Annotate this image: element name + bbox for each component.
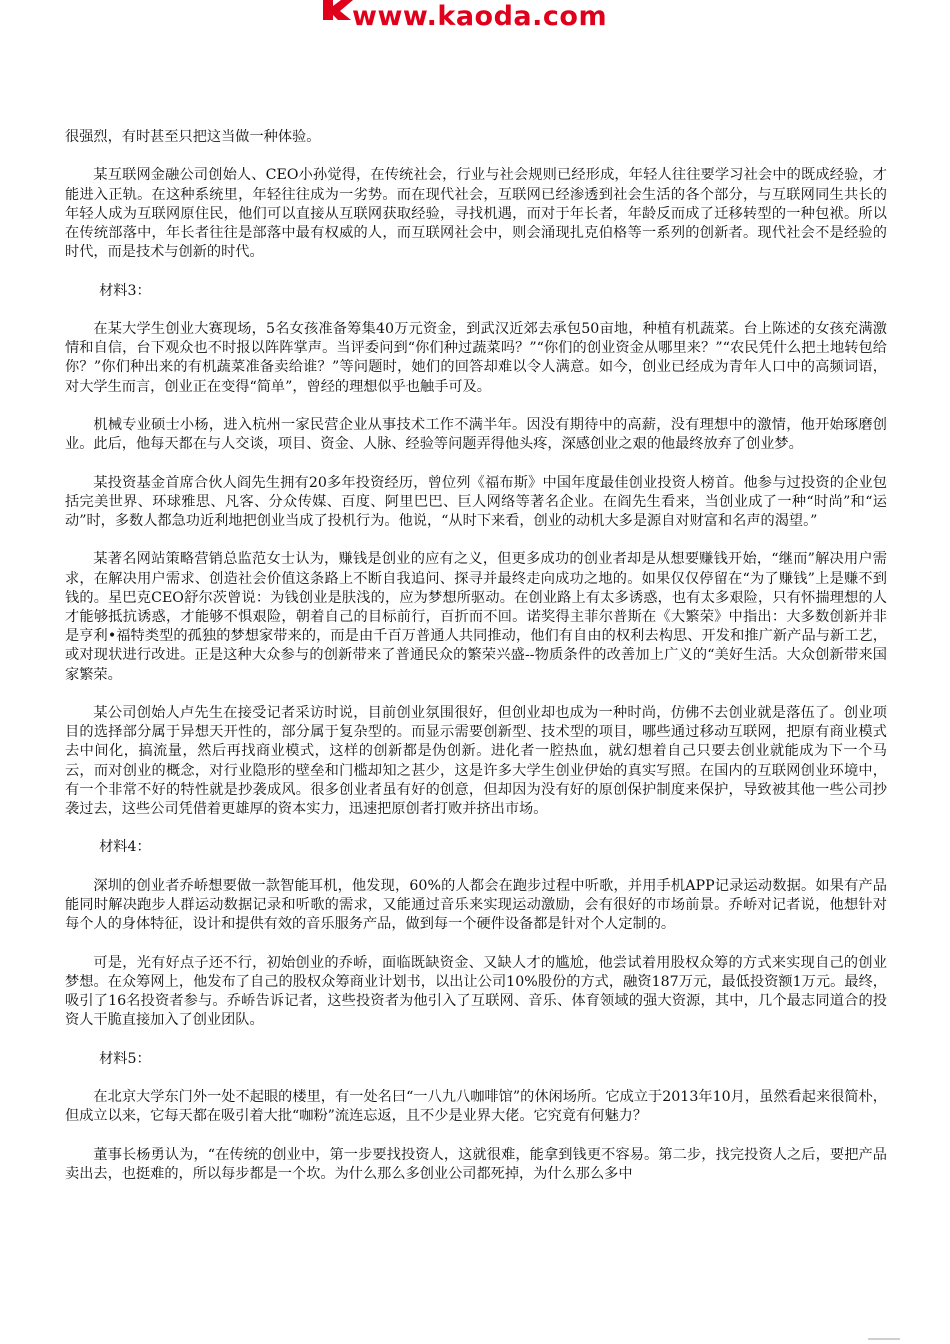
- paragraph: 机械专业硕士小杨，进入杭州一家民营企业从事技术工作不满半年。因没有期待中的高薪，没有理想中的激情，他开始琢磨创业。此后，他每天都在与人交谈，项目、资金、人脉、经验等问题弄得他头疼，深感创业之艰的他最终放弃了创业梦。: [65, 416, 887, 453]
- paragraph: 某互联网金融公司创始人、CEO小孙觉得，在传统社会，行业与社会规则已经形成，年轻人往往要学习社会中的既成经验，才能进入正轨。在这种系统里，年轻往往成为一劣势。而在现代社会，互联网已经渗透到社会生活的各个部分，与互联网同生共长的年轻人成为互联网原住民，他们可以直接从互联网获取经验，寻找机遇，而对于年长者，年龄反而成了迁移转型的一种包袱。所以在传统部落中，年长者往往是部落中最有权威的人，而互联网社会中，则会涌现扎克伯格等一系列的创新者。现代社会不是经验的时代，而是技术与创新的时代。: [65, 167, 887, 261]
- site-header: [0, 0, 950, 40]
- paragraph: 董事长杨勇认为，“在传统的创业中，第一步要找投资人，这就很难，能拿到钱更不容易。第二步，找完投资人之后，要把产品卖出去，也挺难的，所以每步都是一个坎。为什么那么多创业公司都死掉，为什么那么多中: [65, 1146, 887, 1182]
- section-heading: 材料5：: [99, 1050, 151, 1067]
- page-corner-mark: [868, 1338, 900, 1340]
- document-body: [65, 128, 887, 1203]
- paragraph: 某投资基金首席合伙人阎先生拥有20多年投资经历，曾位列《福布斯》中国年度最佳创业投资人榜首。他参与过投资的企业包括完美世界、环球雅思、凡客、分众传媒、百度、阿里巴巴、巨人网络等著名企业。在阎先生看来，当创业成了一种“时尚”和“运动”时，多数人都急功近利地把创业当成了投机行为。他说，“从时下来看，创业的动机大多是源自对财富和名声的渴望。”: [65, 474, 887, 529]
- paragraph: 某公司创始人卢先生在接受记者采访时说，目前创业氛围很好，但创业却也成为一种时尚，仿佛不去创业就是落伍了。创业项目的选择部分属于异想天开性的，部分属于复杂型的。而显示需要创新型、技术型的项目，哪些通过移动互联网，把原有商业模式去中间化，搞流量，然后再找商业模式，这样的创新都是伪创新。进化者一腔热血，就幻想着自己只要去创业就能成为下一个马云，而对创业的概念，对行业隐形的壁垒和门槛却知之甚少，这是许多大学生创业伊始的真实写照。在国内的互联网创业环境中，有一个非常不好的特性就是抄袭成风。很多创业者虽有好的创意，但却因为没有好的原创保护制度来保护，导致被其他一些公司抄袭过去，这些公司凭借着更雄厚的资本实力，迅速把原创者打败并挤出市场。: [65, 704, 887, 817]
- section-heading: 材料4：: [99, 839, 151, 856]
- paragraph: 某著名网站策略营销总监范女士认为，赚钱是创业的应有之义，但更多成功的创业者却是从想要赚钱开始，“继而”解决用户需求，在解决用户需求、创造社会价值这条路上不断自我追问、探寻并最终走向成功之地的。如果仅仅停留在“为了赚钱”上是赚不到钱的。星巴克CEO舒尔茨曾说：为钱创业是肤浅的，应为梦想所驱动。在创业路上有太多诱惑，也有太多艰险，只有怀揣理想的人才能够抵抗诱惑，才能够不惧艰险，朝着自己的目标前行，百折而不回。诺奖得主菲尔普斯在《大繁荣》中指出：大多数创新并非是亨利•福特类型的孤独的梦想家带来的，而是由千百万普通人共同推动，他们有自由的权利去构思、开发和推广新产品与新工艺，或对现状进行改进。正是这种大众参与的创新带来了普通民众的繁荣兴盛--物质条件的改善加上广义的“美好生活。大众创新带来国家繁荣。: [65, 551, 887, 683]
- paragraph: 在北京大学东门外一处不起眼的楼里，有一处名曰“一八九八咖啡馆”的休闲场所。它成立于2013年10月，虽然看起来很简朴，但成立以来，它每天都在吸引着大批“咖粉”流连忘返，且不少是业界大佬。它究竟有何魅力？: [65, 1088, 887, 1125]
- paragraph: 深圳的创业者乔峤想要做一款智能耳机，他发现，60%的人都会在跑步过程中听歌，并用手机APP记录运动数据。如果有产品能同时解决跑步人群运动数据记录和听歌的需求，又能通过音乐来实现运动激励，会有很好的市场前景。乔峤对记者说，他想针对每个人的身体特征，设计和提供有效的音乐服务产品，做到每一个硬件设备都是针对个人定制的。: [65, 877, 887, 933]
- paragraph: 很强烈，有时甚至只把这当做一种体验。: [65, 129, 321, 145]
- site-url[interactable]: www.kaoda.com: [352, 1, 608, 32]
- paragraph: 在某大学生创业大赛现场，5名女孩准备筹集40万元资金，到武汉近郊去承包50亩地，种植有机蔬菜。台上陈述的女孩充满激情和自信，台下观众也不时报以阵阵掌声。当评委问到“你们种过蔬菜吗？”“你们的创业资金从哪里来？”“农民凭什么把土地转包给你？”你们种出来的有机蔬菜准备卖给谁？”等问题时，她们的回答却难以令人满意。如今，创业已经成为青年人口中的高频词语，对大学生而言，创业正在变得“简单”，曾经的理想似乎也触手可及。: [65, 320, 887, 395]
- section-heading: 材料3：: [99, 282, 151, 299]
- paragraph: 可是，光有好点子还不行，初始创业的乔峤，面临既缺资金、又缺人才的尴尬，他尝试着用股权众筹的方式来实现自己的创业梦想。在众筹网上，他发布了自己的股权众筹商业计划书，以出让公司10%股份的方式，融资187万元，最低投资额1万元。最终，吸引了16名投资者参与。乔峤告诉记者，这些投资者为他引入了互联网、音乐、体育领域的强大资源，其中，几个最志同道合的投资人干脆直接加入了创业团队。: [65, 954, 887, 1029]
